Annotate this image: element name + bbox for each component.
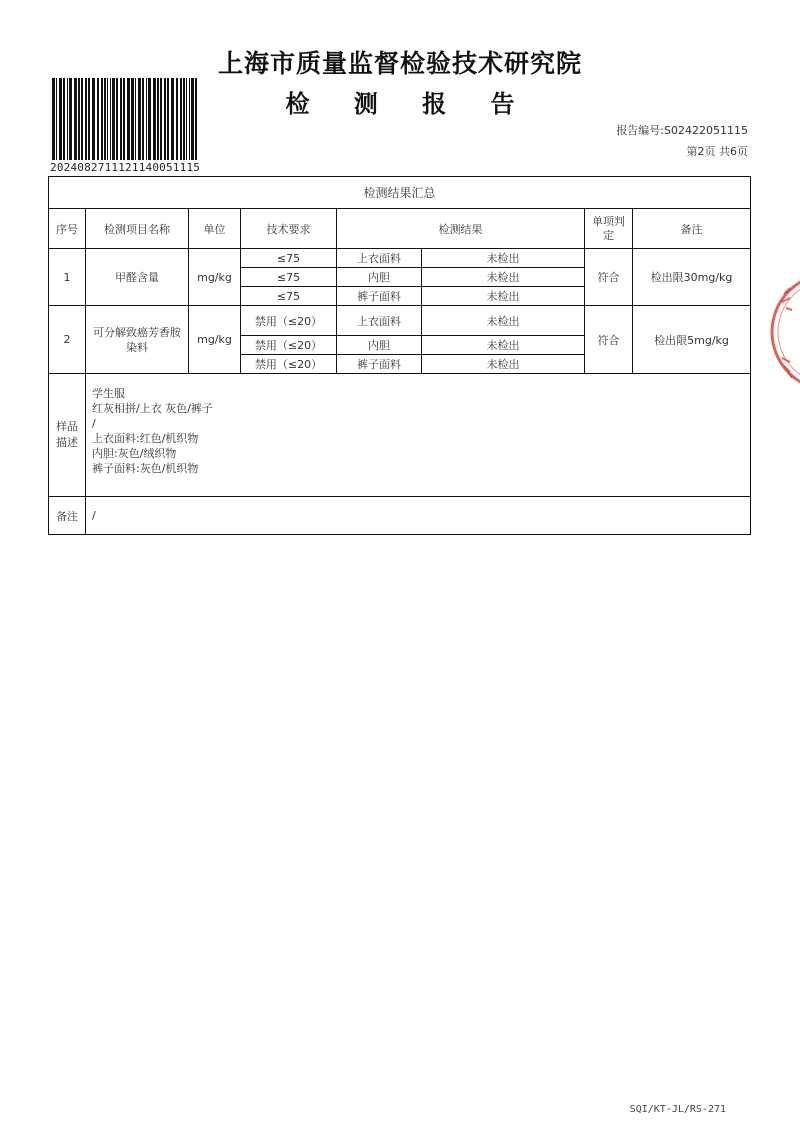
header-no: 序号: [49, 209, 86, 249]
table-row: [49, 306, 751, 336]
row-no: 1: [49, 249, 86, 306]
row-judgement: 符合: [585, 306, 633, 374]
sample-description-row: [49, 374, 751, 497]
row-requirement: ≤75: [241, 287, 337, 306]
row-part: 裤子面料: [337, 355, 422, 374]
row-part: 内胆: [337, 336, 422, 355]
note-row: [49, 497, 751, 535]
row-remark: 检出限30mg/kg: [633, 249, 751, 306]
sample-line: 上衣面料:红色/机织物: [92, 432, 199, 445]
report-number: 报告编号:S02422051115: [616, 124, 748, 137]
row-part: 上衣面料: [337, 306, 422, 336]
page-info: 第2页 共6页: [686, 145, 748, 158]
row-value: 未检出: [422, 268, 585, 287]
row-item: 可分解致癌芳香胺染料: [86, 306, 189, 374]
table-header-row: [49, 209, 751, 249]
header-judgement: 单项判定: [585, 209, 633, 249]
row-no: 2: [49, 306, 86, 374]
institution-name: 上海市质量监督检验技术研究院: [217, 49, 582, 78]
report-title: 检 测 报 告: [285, 89, 533, 118]
sample-line: 学生服: [92, 387, 125, 400]
sample-line: 内胆:灰色/绒织物: [92, 447, 177, 460]
header-remark: 备注: [633, 209, 751, 249]
row-requirement: ≤75: [241, 268, 337, 287]
results-table: [48, 176, 751, 535]
row-item: 甲醛含量: [86, 249, 189, 306]
header-requirement: 技术要求: [241, 209, 337, 249]
sample-line: 裤子面料:灰色/机织物: [92, 462, 199, 475]
footer-code: SQI/KT-JL/RS-271: [629, 1104, 726, 1115]
row-remark: 检出限5mg/kg: [633, 306, 751, 374]
note-label: 备注: [49, 497, 86, 535]
sample-description: [86, 374, 751, 497]
barcode-number: 2024082711121140051115: [50, 161, 201, 174]
row-requirement: 禁用（≤20）: [241, 306, 337, 336]
row-part: 上衣面料: [337, 249, 422, 268]
header-result: 检测结果: [337, 209, 585, 249]
sample-line: /: [92, 417, 96, 430]
header-item: 检测项目名称: [86, 209, 189, 249]
header-unit: 单位: [189, 209, 241, 249]
table-row: [49, 249, 751, 268]
row-unit: mg/kg: [189, 306, 241, 374]
row-requirement: ≤75: [241, 249, 337, 268]
official-stamp-icon: [768, 262, 800, 402]
sample-label: 样品描述: [49, 374, 86, 497]
row-value: 未检出: [422, 336, 585, 355]
row-value: 未检出: [422, 287, 585, 306]
row-value: 未检出: [422, 355, 585, 374]
row-requirement: 禁用（≤20）: [241, 355, 337, 374]
row-value: 未检出: [422, 306, 585, 336]
row-requirement: 禁用（≤20）: [241, 336, 337, 355]
sample-line: 红灰相拼/上衣 灰色/裤子: [92, 402, 213, 415]
row-part: 裤子面料: [337, 287, 422, 306]
row-unit: mg/kg: [189, 249, 241, 306]
table-caption: 检测结果汇总: [49, 177, 751, 209]
row-judgement: 符合: [585, 249, 633, 306]
row-value: 未检出: [422, 249, 585, 268]
row-part: 内胆: [337, 268, 422, 287]
note-value: /: [86, 497, 751, 535]
